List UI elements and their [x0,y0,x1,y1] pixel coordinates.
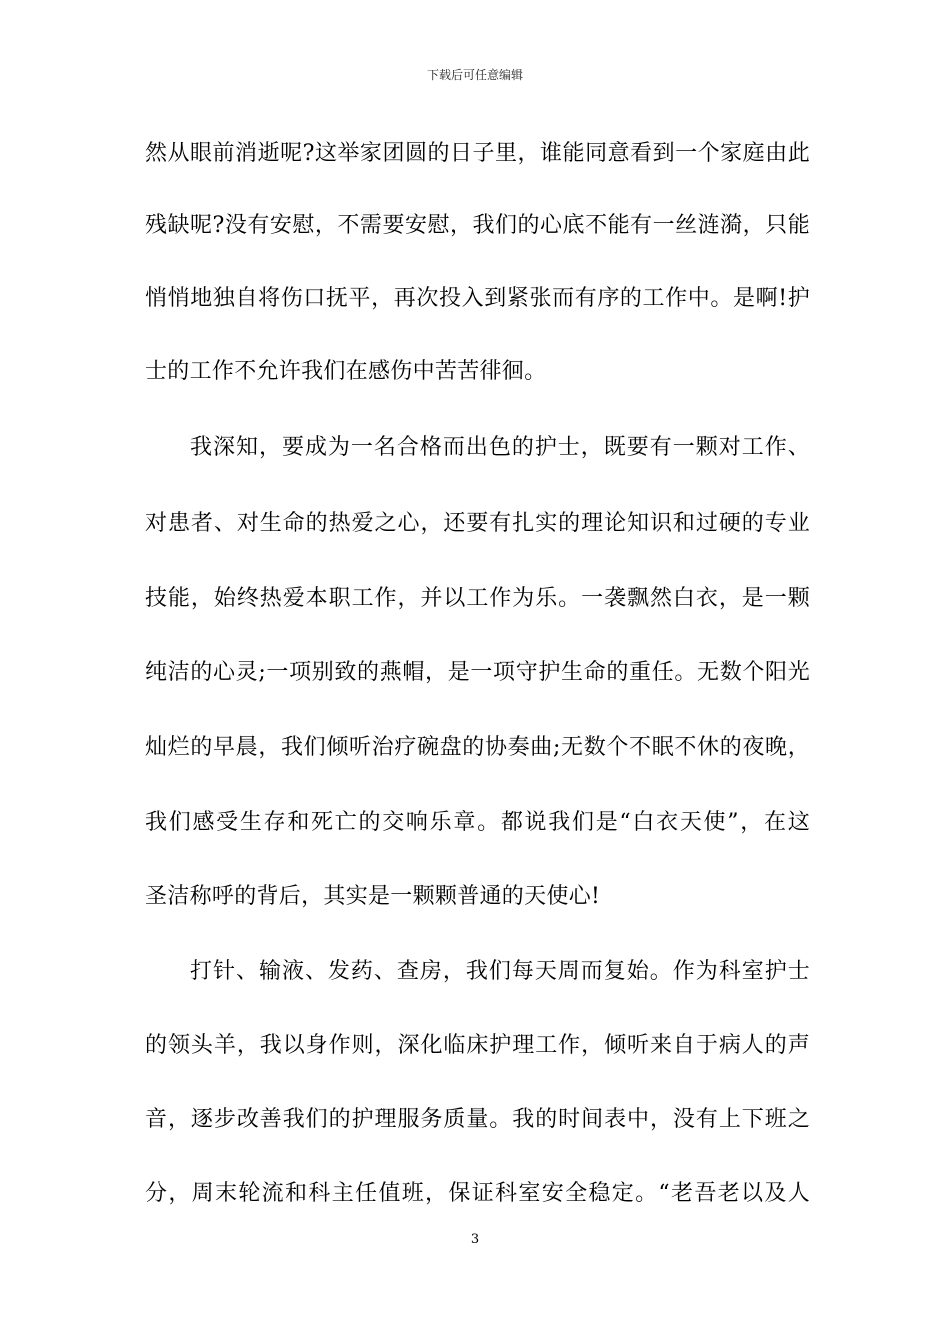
body-line-7: 技能，始终热爱本职工作，并以工作为乐。一袭飘然白衣，是一颗 [145,586,810,611]
body-line-1: 然从眼前消逝呢?这举家团圆的日子里，谁能同意看到一个家庭由此 [145,141,810,166]
body-line-6: 对患者、对生命的热爱之心，还要有扎实的理论知识和过硬的专业 [145,511,810,536]
body-line-15: 分，周末轮流和科主任值班，保证科室安全稳定。“老吾老以及人 [145,1181,810,1206]
body-line-9: 灿烂的早晨，我们倾听治疗碗盘的协奏曲;无数个不眠不休的夜晚， [145,735,810,760]
body-line-8: 纯洁的心灵;一项别致的燕帽，是一项守护生命的重任。无数个阳光 [145,660,810,685]
body-line-12: 打针、输液、发药、查房，我们每天周而复始。作为科室护士 [190,959,810,984]
body-line-4: 士的工作不允许我们在感伤中苦苦徘徊。 [145,359,547,384]
body-line-10: 我们感受生存和死亡的交响乐章。都说我们是“白衣天使”，在这 [145,810,810,835]
body-line-5: 我深知，要成为一名合格而出色的护士，既要有一颗对工作、 [190,435,810,460]
page-header: 下载后可任意编辑 [426,68,523,82]
body-line-3: 悄悄地独自将伤口抚平，再次投入到紧张而有序的工作中。是啊!护 [145,286,810,311]
body-line-13: 的领头羊，我以身作则，深化临床护理工作，倾听来自于病人的声 [145,1033,810,1058]
body-line-14: 音，逐步改善我们的护理服务质量。我的时间表中，没有上下班之 [145,1107,810,1132]
page-number: 3 [470,1232,480,1247]
body-line-2: 残缺呢?没有安慰，不需要安慰，我们的心底不能有一丝涟漪，只能 [145,213,810,238]
body-line-11: 圣洁称呼的背后，其实是一颗颗普通的天使心! [145,884,601,909]
